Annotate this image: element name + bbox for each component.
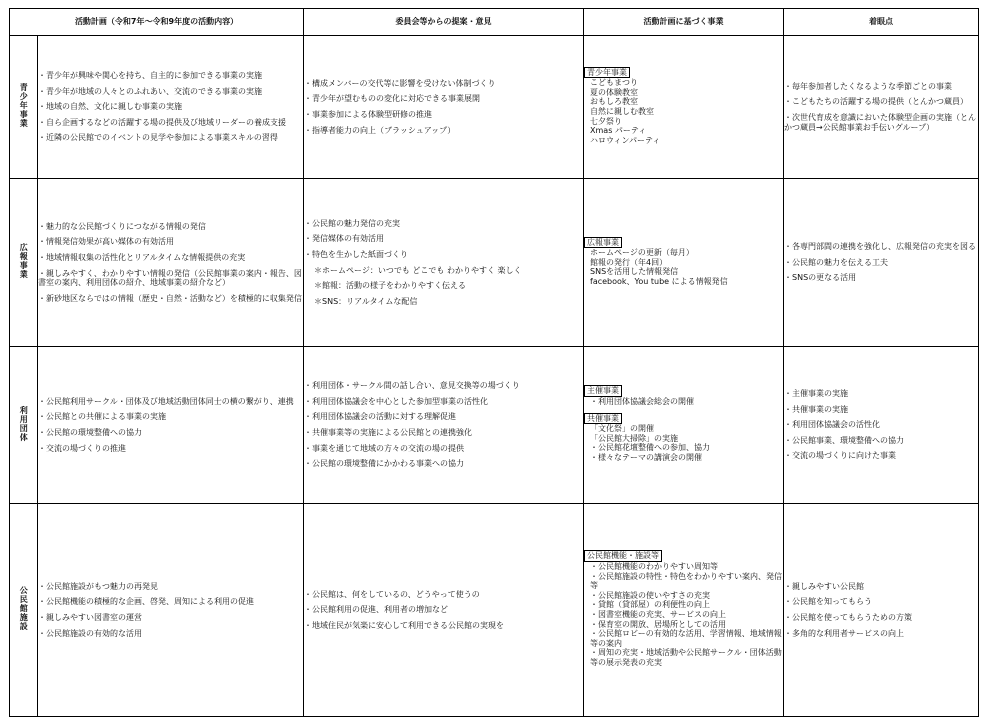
activity-line: SNSを活用した情報発信	[590, 267, 679, 277]
proposals-item: ・公民館利用の促進、利用者の増加など	[304, 605, 449, 615]
proposals-item: ・公民館は、何をしているの、どうやって使うの	[304, 589, 480, 599]
activity-line: ・公民館機能のわかりやすい周知等	[590, 562, 719, 572]
plan-item: ・公民館施設の有効的な活用	[38, 628, 142, 638]
proposals-item: ・指導者能力の向上（ブラッシュアップ）	[304, 125, 456, 135]
plan-item: ・青少年が興味や関心を持ち、自主的に参加できる事業の実施	[38, 71, 262, 81]
plan-item: ・公民館との共催による事業の実施	[38, 412, 166, 422]
plan-item: ・公民館の環境整備への協力	[38, 428, 142, 437]
activity-line: ・公民館花壇整備への参加、協力	[590, 443, 711, 453]
activity-group	[584, 65, 783, 146]
activity-line: 「文化祭」の開催	[590, 424, 655, 434]
activity-line: 自然に親しむ教室	[590, 107, 655, 116]
points-cell	[784, 36, 979, 179]
activity-group-tag: 公民館機能・施設等	[584, 550, 662, 562]
activity-line: ・様々なテーマの講演会の開催	[590, 452, 703, 462]
proposals-item: ・事業参加による体験型研修の推進	[304, 110, 433, 119]
table-row	[10, 504, 979, 717]
activity-group	[584, 548, 783, 667]
activity-group	[584, 383, 783, 406]
activity-line: ・図書室機能の充実、サービスの向上	[590, 610, 727, 619]
point-item: ・公民館事業、環境整備への協力	[784, 435, 905, 445]
activities-cell	[584, 347, 784, 504]
plan-item: ・魅力的な公民館づくりにつながる情報の発信	[38, 221, 206, 231]
plan-item: ・地域の自然、文化に親しむ事業の実施	[38, 102, 182, 112]
plan-item: ・自ら企画するなどの活躍する場の提供及び地域リーダーの養成支援	[38, 117, 286, 127]
activity-line: ・公民館施設の特性・特色をわかりやすい案内、発信等	[590, 571, 783, 591]
table-row	[10, 179, 979, 347]
activity-line: Xmas パーティ	[590, 126, 647, 136]
point-item: ・公民館の魅力を伝える工夫	[784, 257, 889, 267]
category-cell	[10, 347, 38, 504]
activities-cell	[584, 36, 784, 179]
proposals-item: ＊ホームページ：いつでも どこでも わかりやすく 楽しく	[314, 265, 522, 275]
activity-line: facebook、You tube による情報発信	[590, 276, 728, 286]
plan-item: ・公民館機能の積極的な企画、啓発、周知による利用の促進	[38, 597, 254, 607]
proposals-item: ・共催事業等の実施による公民館との連携強化	[304, 428, 473, 437]
plan-item: ・青少年が地域の人々とのふれあい、交流のできる事業の実施	[38, 86, 262, 96]
point-item: ・交流の場づくりに向けた事業	[784, 451, 897, 461]
plan-item: ・近隣の公民館でのイベントの見学や参加による事業スキルの習得	[38, 133, 278, 143]
activity-line: ハロウィンパーティ	[590, 135, 661, 145]
point-item: ・多角的な利用者サービスの向上	[784, 628, 905, 638]
plan-cell	[38, 36, 304, 179]
category-cell	[10, 504, 38, 717]
activity-line: 夏の体験教室	[590, 87, 639, 97]
point-item: ・共催事業の実施	[784, 404, 849, 414]
activity-group	[584, 411, 783, 463]
table-row	[10, 36, 979, 179]
proposals-item: ＊SNS：リアルタイムな配信	[314, 296, 418, 306]
header-proposals: 委員会等からの提案・意見	[304, 9, 584, 36]
proposals-item: ・利用団体協議会の活動に対する理解促進	[304, 412, 457, 422]
activity-group-tag: 青少年事業	[584, 67, 630, 79]
proposals-item: ・利用団体協議会を中心とした参加型事業の活性化	[304, 396, 489, 406]
plan-item: ・公民館利用サークル・団体及び地域活動団体同士の横の繋がり、連携	[38, 396, 294, 406]
point-item: ・次世代育成を意識においた体験型企画の実施（とんかつ蔵員→公民館事業お手伝いグループ）	[784, 113, 977, 132]
activity-line: ・周知の充実・地域活動や公民館サークル・団体活動等の展示発表の充実	[590, 648, 782, 667]
activity-group-tag: 主催事業	[584, 385, 622, 397]
points-cell	[784, 179, 979, 347]
header-plan: 活動計画（令和7年～令和9年度の活動内容）	[10, 9, 304, 36]
points-cell	[784, 504, 979, 717]
table-row	[10, 347, 979, 504]
activity-group-tag: 共催事業	[584, 413, 622, 425]
category-cell	[10, 36, 38, 179]
plan-item: ・交流の場づくりの推進	[38, 443, 126, 453]
activity-group	[584, 235, 783, 287]
plan-cell	[38, 179, 304, 347]
activity-line: ・公民館施設の使いやすさの充実	[590, 590, 711, 600]
point-item: ・主催事業の実施	[784, 389, 849, 399]
point-item: ・毎年参加者したくなるような季節ごとの事業	[784, 81, 953, 91]
activity-line: ・利用団体協議会総会の開催	[590, 397, 695, 407]
plan-item: ・新砂地区ならではの情報（歴史・自然・活動など）を積極的に収集発信	[38, 293, 302, 303]
plan-item: ・情報発信効果が高い媒体の有効活用	[38, 237, 174, 247]
point-item: ・公民館を知ってもらう	[784, 597, 873, 607]
activity-line: 館報の発行（年4回）	[590, 257, 668, 267]
category-label: 公民館施設	[19, 586, 29, 632]
activities-cell	[584, 179, 784, 347]
activity-group-tag: 広報事業	[584, 237, 622, 249]
activity-line: ・貸館（貸部屋）の利便性の向上	[590, 600, 711, 610]
activity-line: 七夕祭り	[590, 116, 623, 126]
proposals-cell	[304, 504, 584, 717]
points-cell	[784, 347, 979, 504]
proposals-item: ・公民館の魅力発信の充実	[304, 218, 401, 228]
category-label: 青少年事業	[19, 83, 29, 129]
proposals-item: ・公民館の環境整備にかかわる事業への協力	[304, 459, 465, 469]
header-activities: 活動計画に基づく事業	[584, 9, 784, 36]
activity-plan-table	[9, 8, 979, 717]
proposals-cell	[304, 36, 584, 179]
activity-line: ・保育室の開放、居場所としての活用	[590, 619, 727, 629]
point-item: ・公民館を使ってもらうための方策	[784, 613, 913, 622]
proposals-item: ・構成メンバーの交代等に影響を受けない体制づくり	[304, 78, 496, 88]
header-points: 着眼点	[784, 9, 979, 36]
category-label: 利用団体	[19, 405, 29, 442]
point-item: ・各専門部間の連携を強化し、広報発信の充実を図る	[784, 242, 977, 252]
point-item: ・親しみやすい公民館	[784, 581, 865, 591]
proposals-cell	[304, 347, 584, 504]
proposals-item: ・事業を通じて地域の方々の交流の場の提供	[304, 443, 465, 453]
proposals-item: ・特色を生かした紙面づくり	[304, 249, 409, 259]
plan-cell	[38, 347, 304, 504]
proposals-item: ・地域住民が気楽に安心して利用できる公民館の実現を	[304, 620, 505, 630]
activity-line: 「公民館大掃除」の実施	[590, 433, 679, 443]
point-item: ・SNSの更なる活用	[784, 273, 857, 283]
activities-cell	[584, 504, 784, 717]
activity-line: おもしろ教室	[590, 97, 639, 107]
proposals-item: ・発信媒体の有効活用	[304, 234, 385, 244]
proposals-item: ＊館報：活動の様子をわかりやすく伝える	[314, 281, 467, 291]
activity-line: こどもまつり	[590, 78, 639, 88]
plan-cell	[38, 504, 304, 717]
point-item: ・こどもたちの活躍する場の提供（とんかつ蔵員）	[784, 97, 969, 107]
proposals-cell	[304, 179, 584, 347]
plan-item: ・親しみやすく、わかりやすい情報の発信（公民館事業の案内・報告、図書室の案内、利用団体の紹介、地域事業の紹介など）	[38, 268, 302, 288]
proposals-item: ・青少年が望むものの変化に対応できる事業展開	[304, 94, 481, 104]
activity-line: ホームページの更新（毎月）	[590, 248, 694, 258]
category-cell	[10, 179, 38, 347]
activity-line: ・公民館ロビーの有効的な活用、学習情報、地域情報等の案内	[590, 629, 782, 648]
plan-item: ・公民館施設がもつ魅力の再発見	[38, 581, 158, 591]
category-label: 広報事業	[19, 243, 29, 280]
plan-item: ・親しみやすい図書室の運営	[38, 613, 142, 622]
point-item: ・利用団体協議会の活性化	[784, 420, 881, 430]
proposals-item: ・利用団体・サークル間の話し合い、意見交換等の場づくり	[304, 381, 520, 391]
header-row	[10, 9, 979, 36]
plan-item: ・地域情報収集の活性化とリアルタイムな情報提供の充実	[38, 252, 246, 262]
